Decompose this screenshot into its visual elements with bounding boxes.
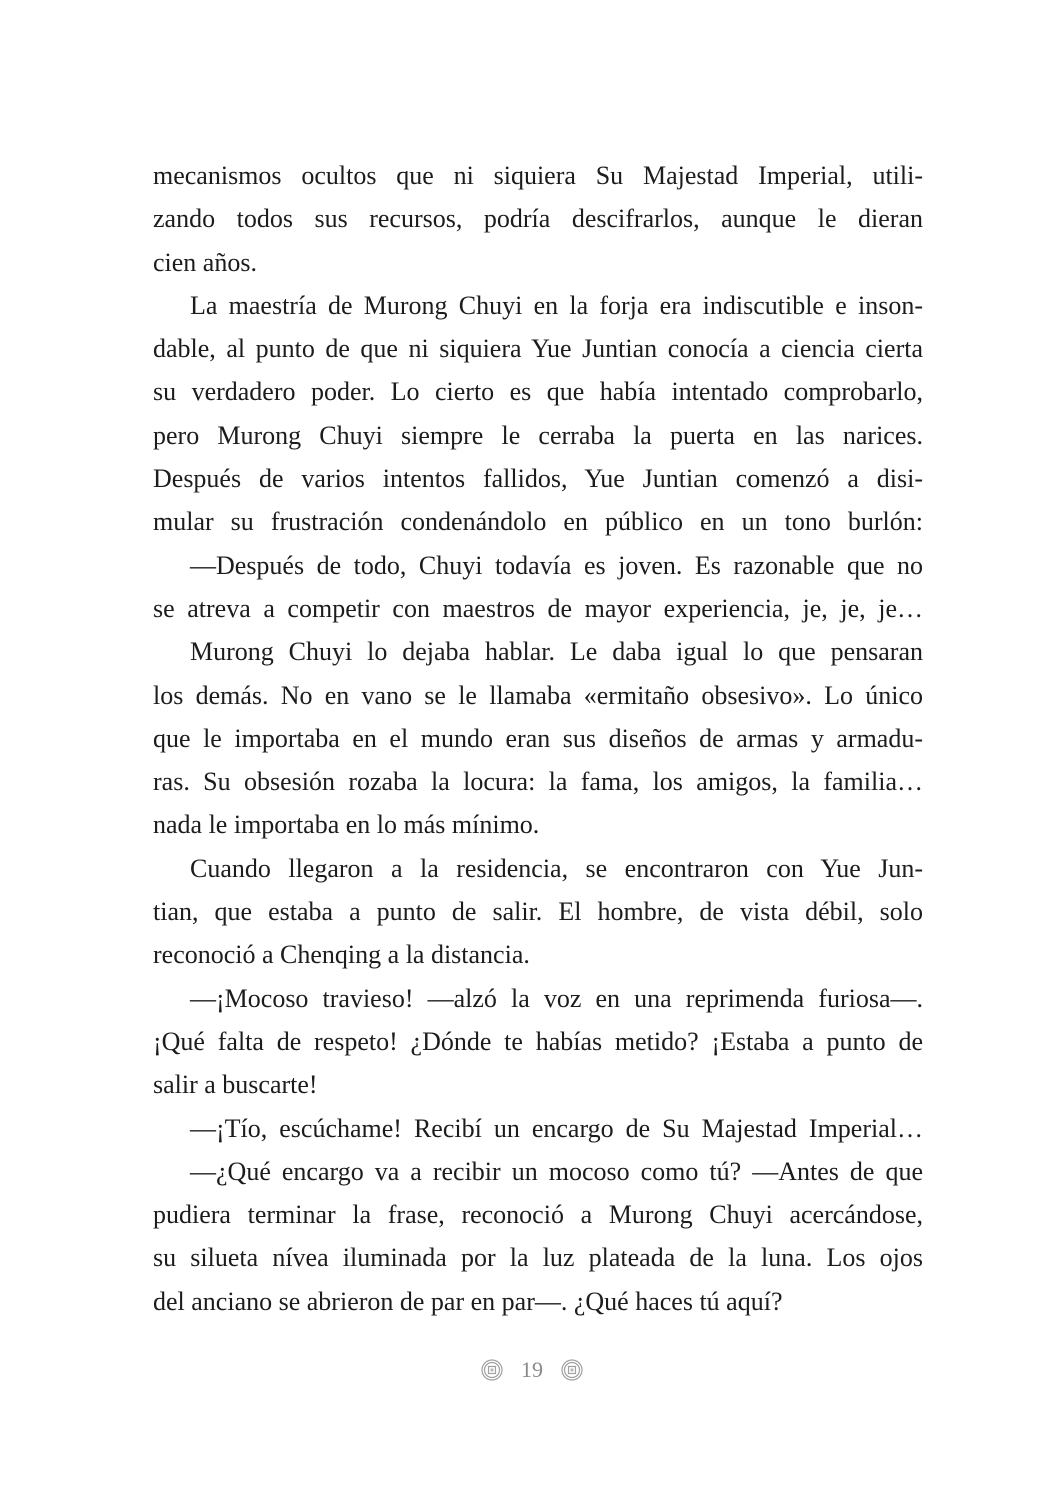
paragraph-first-line: Murong Chuyi lo dejaba hablar. Le daba igual lo que pensaran: [190, 637, 923, 667]
text-line: tian, que estaba a punto de salir. El hombre, de vista débil, solo: [153, 897, 923, 927]
text-line: dable, al punto de que ni siquiera Yue Juntian conocía a ciencia cierta: [153, 334, 923, 364]
paragraph-first-line: La maestría de Murong Chuyi en la forja era indiscutible e inson-: [190, 290, 923, 320]
text-line: su verdadero poder. Lo cierto es que había intentado comprobarlo,: [153, 377, 923, 407]
dialogue-first-line: —¿Qué encargo va a recibir un mocoso como tú? —Antes de que: [190, 1156, 923, 1186]
text-line: salir a buscarte!: [153, 1070, 318, 1100]
text-line: su silueta nívea iluminada por la luz plateada de la luna. Los ojos: [153, 1243, 923, 1273]
text-line: ¡Qué falta de respeto! ¿Dónde te habías metido? ¡Estaba a punto de: [153, 1026, 923, 1056]
text-line: del anciano se abrieron de par en par—. ¿Qué haces tú aquí?: [153, 1286, 783, 1316]
dialogue-first-line: —Después de todo, Chuyi todavía es joven. Es razonable que no: [190, 550, 923, 580]
text-line: mecanismos ocultos que ni siquiera Su Majestad Imperial, utili-: [153, 161, 923, 190]
ornament-right-icon: [561, 1359, 583, 1381]
page-number: 19: [521, 1357, 543, 1382]
text-line: que le importaba en el mundo eran sus diseños de armas y armadu-: [153, 723, 923, 753]
page-footer: [0, 1352, 1064, 1388]
text-line: ras. Su obsesión rozaba la locura: la fama, los amigos, la familia…: [153, 767, 923, 797]
text-line: se atreva a competir con maestros de mayor experiencia, je, je, je…: [153, 593, 923, 623]
dialogue-first-line: —¡Tío, escúchame! Recibí un encargo de Su Majestad Imperial…: [190, 1113, 923, 1143]
text-line: zando todos sus recursos, podría descifrarlos, aunque le dieran: [153, 204, 923, 234]
dialogue-first-line: —¡Mocoso travieso! —alzó la voz en una reprimenda furiosa—.: [190, 983, 923, 1013]
text-line: cien años.: [153, 247, 257, 277]
text-line: nada le importaba en lo más mínimo.: [153, 810, 540, 840]
text-line: pudiera terminar la frase, reconoció a Murong Chuyi acercándose,: [153, 1200, 923, 1230]
text-line: Después de varios intentos fallidos, Yue Juntian comenzó a disi-: [153, 464, 923, 494]
text-line: reconoció a Chenqing a la distancia.: [153, 940, 530, 970]
paragraph-first-line: Cuando llegaron a la residencia, se encontraron con Yue Jun-: [190, 853, 923, 883]
body-text: [153, 154, 923, 1323]
text-line: mular su frustración condenándolo en público en un tono burlón:: [153, 507, 923, 537]
text-line: los demás. No en vano se le llamaba «ermitaño obsesivo». Lo único: [153, 680, 923, 710]
text-line: pero Murong Chuyi siempre le cerraba la puerta en las narices.: [153, 420, 923, 450]
ornament-left-icon: [481, 1359, 503, 1381]
